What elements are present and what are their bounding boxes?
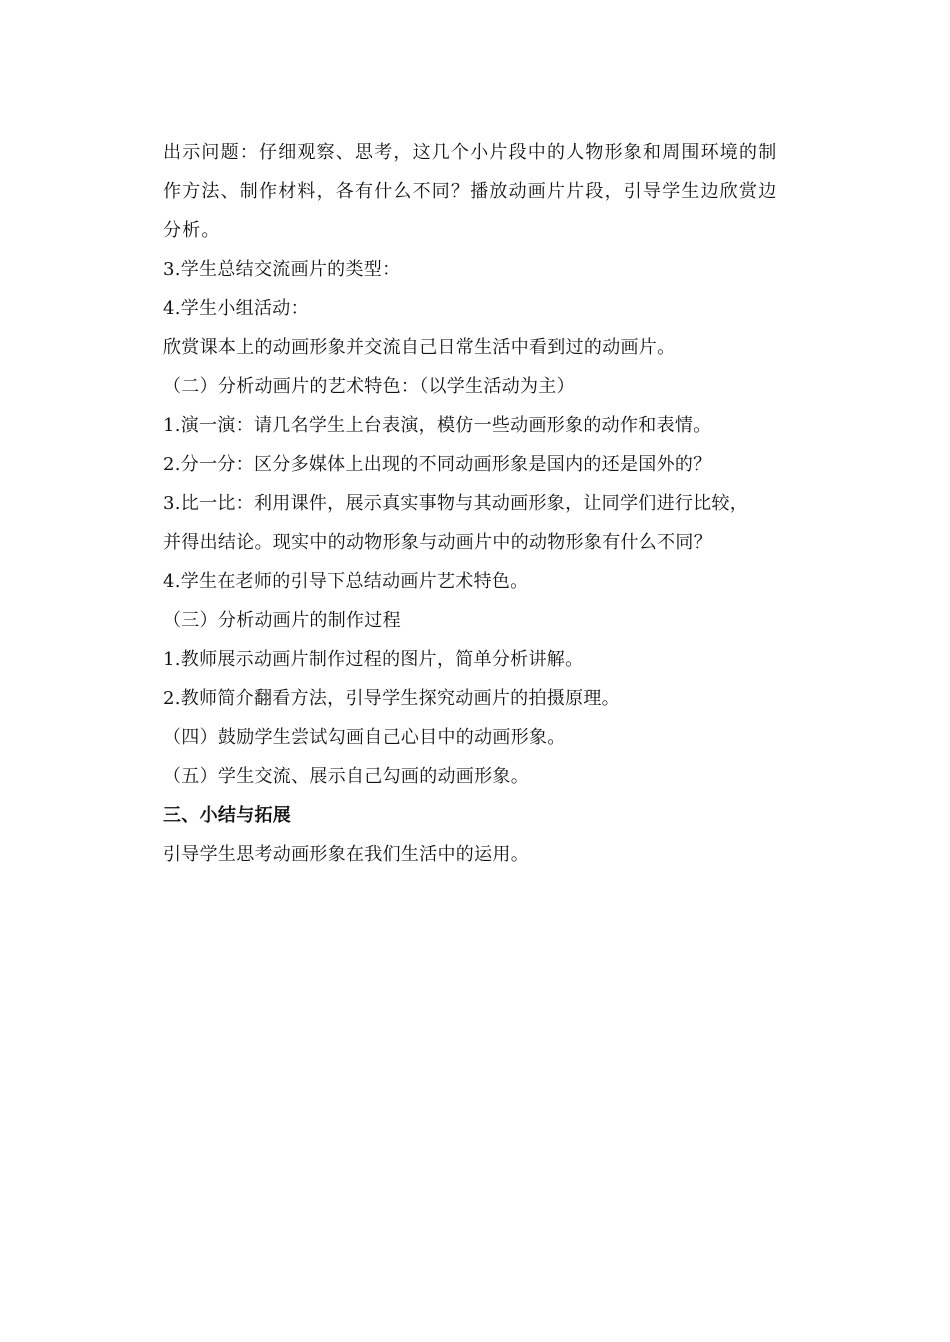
section-heading-summary: 三、小结与拓展 [163, 805, 292, 826]
activity-description: 欣赏课本上的动画形象并交流自己日常生活中看到过的动画片。 [163, 337, 676, 358]
step-compare-continued: 并得出结论。现实中的动物形象与动画片中的动物形象有什么不同？ [163, 532, 712, 553]
step-distinguish: 2.分一分：区分多媒体上出现的不同动画形象是国内的还是国外的？ [163, 454, 712, 475]
step-act-out: 1.演一演：请几名学生上台表演，模仿一些动画形象的动作和表情。 [163, 415, 712, 436]
step-flip-method: 2.教师简介翻看方法，引导学生探究动画片的拍摄原理。 [163, 688, 620, 709]
step-show-pictures: 1.教师展示动画片制作过程的图片，简单分析讲解。 [163, 649, 584, 670]
closing-paragraph: 引导学生思考动画形象在我们生活中的运用。 [163, 844, 529, 865]
intro-line: 分析。 [163, 220, 221, 241]
step-compare: 3.比一比：利用课件，展示真实事物与其动画形象，让同学们进行比较， [163, 493, 749, 514]
subsection-art-features: （二）分析动画片的艺术特色：（以学生活动为主） [163, 376, 575, 397]
step-summary-types: 3.学生总结交流画片的类型： [163, 259, 401, 280]
subsection-exchange-display: （五）学生交流、展示自己勾画的动画形象。 [163, 766, 529, 787]
subsection-encourage-drawing: （四）鼓励学生尝试勾画自己心目中的动画形象。 [163, 727, 566, 748]
step-summarize-features: 4.学生在老师的引导下总结动画片艺术特色。 [163, 571, 529, 592]
step-group-activity: 4.学生小组活动： [163, 298, 309, 319]
document-body [163, 133, 793, 874]
intro-paragraph [163, 133, 793, 250]
intro-line: 作方法、制作材料，各有什么不同？播放动画片片段，引导学生边欣赏边 [163, 181, 778, 202]
intro-line: 出示问题：仔细观察、思考，这几个小片段中的人物形象和周围环境的制 [163, 142, 778, 163]
subsection-production-process: （三）分析动画片的制作过程 [163, 610, 401, 631]
